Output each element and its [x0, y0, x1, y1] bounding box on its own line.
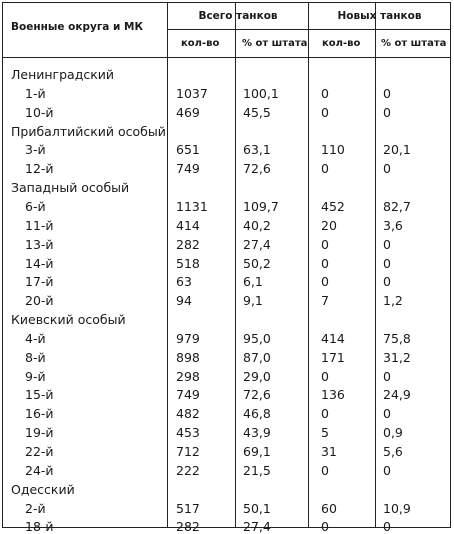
total-count-cell: 282 [176, 519, 200, 534]
total-pct-cell: 63,1 [243, 142, 271, 158]
new-count-cell: 7 [321, 293, 329, 309]
corps-cell: 3-й [25, 142, 46, 158]
total-pct-cell: 72,6 [243, 387, 271, 403]
total-pct-cell: 46,8 [243, 406, 271, 422]
corps-cell: 11-й [25, 217, 54, 233]
tank-table [2, 2, 451, 534]
total-pct-cell: 50,1 [243, 500, 271, 516]
header-region-col: Военные округа и МК [11, 21, 144, 33]
total-count-cell: 298 [176, 368, 200, 384]
corps-cell: 15-й [25, 387, 54, 403]
new-count-cell: 0 [321, 368, 329, 384]
total-pct-cell: 40,2 [243, 217, 271, 233]
new-count-cell: 31 [321, 444, 337, 459]
new-pct-cell: 3,6 [383, 217, 403, 233]
new-pct-cell: 0 [383, 274, 391, 290]
corps-cell: 22-й [25, 444, 54, 459]
new-pct-cell: 0 [383, 255, 391, 271]
new-count-cell: 20 [321, 217, 337, 233]
corps-cell: 6-й [25, 198, 46, 214]
new-count-cell: 0 [321, 161, 329, 177]
district-label: Прибалтийский особый [11, 123, 166, 139]
total-pct-cell: 100,1 [243, 85, 279, 101]
total-pct-cell: 43,9 [243, 425, 271, 441]
total-pct-cell: 69,1 [243, 444, 271, 459]
total-count-cell: 453 [176, 425, 200, 441]
subheader-total-count: кол-во [181, 38, 220, 49]
corps-cell: 17-й [25, 274, 54, 290]
subheader-total-pct: % от штата [242, 38, 308, 49]
district-label: Одесский [11, 481, 75, 497]
corps-cell: 19-й [25, 425, 54, 441]
total-pct-cell: 109,7 [243, 198, 279, 214]
new-count-cell: 0 [321, 255, 329, 271]
district-label: Киевский особый [11, 312, 126, 328]
column-divider [167, 3, 168, 527]
column-divider [235, 3, 236, 527]
total-pct-cell: 72,6 [243, 161, 271, 177]
new-pct-cell: 5,6 [383, 444, 403, 459]
column-divider [375, 3, 376, 527]
total-count-cell: 518 [176, 255, 200, 271]
total-count-cell: 749 [176, 387, 200, 403]
total-pct-cell: 29,0 [243, 368, 271, 384]
corps-cell: 1-й [25, 85, 46, 101]
total-count-cell: 63 [176, 274, 192, 290]
corps-cell: 24-й [25, 462, 54, 478]
total-pct-cell: 6,1 [243, 274, 263, 290]
new-count-cell: 60 [321, 500, 337, 516]
corps-cell: 2-й [25, 500, 46, 516]
total-count-cell: 414 [176, 217, 200, 233]
total-pct-cell: 9,1 [243, 293, 263, 309]
corps-cell: 12-й [25, 161, 54, 177]
new-pct-cell: 24,9 [383, 387, 411, 403]
corps-cell: 16-й [25, 406, 54, 422]
corps-cell: 4-й [25, 330, 46, 346]
total-pct-cell: 95,0 [243, 330, 271, 346]
new-pct-cell: 20,1 [383, 142, 411, 158]
header-bottom-rule [3, 57, 450, 58]
corps-cell: 18-й [25, 519, 54, 534]
new-pct-cell: 0 [383, 462, 391, 478]
total-count-cell: 482 [176, 406, 200, 422]
column-divider [308, 3, 309, 527]
total-pct-cell: 87,0 [243, 349, 271, 365]
new-count-cell: 0 [321, 462, 329, 478]
total-count-cell: 222 [176, 462, 200, 478]
new-pct-cell: 75,8 [383, 330, 411, 346]
new-count-cell: 0 [321, 519, 329, 534]
new-count-cell: 0 [321, 274, 329, 290]
new-pct-cell: 1,2 [383, 293, 403, 309]
total-pct-cell: 21,5 [243, 462, 271, 478]
total-count-cell: 979 [176, 330, 200, 346]
total-count-cell: 651 [176, 142, 200, 158]
new-pct-cell: 82,7 [383, 198, 411, 214]
subheader-new-pct: % от штата [381, 38, 447, 49]
new-pct-cell: 0 [383, 85, 391, 101]
new-pct-cell: 0,9 [383, 425, 403, 441]
district-label: Западный особый [11, 180, 130, 196]
corps-cell: 20-й [25, 293, 54, 309]
header-new-tanks: Новых танков [337, 10, 422, 22]
total-count-cell: 898 [176, 349, 200, 365]
corps-cell: 10-й [25, 104, 54, 120]
header-total-tanks: Всего танков [198, 10, 278, 22]
total-pct-cell: 50,2 [243, 255, 271, 271]
subheader-new-count: кол-во [322, 38, 361, 49]
header-divider [167, 29, 450, 30]
new-count-cell: 0 [321, 85, 329, 101]
new-pct-cell: 31,2 [383, 349, 411, 365]
corps-cell: 13-й [25, 236, 54, 252]
new-count-cell: 5 [321, 425, 329, 441]
corps-cell: 14-й [25, 255, 54, 271]
total-count-cell: 517 [176, 500, 200, 516]
total-count-cell: 712 [176, 444, 200, 459]
new-pct-cell: 0 [383, 236, 391, 252]
total-pct-cell: 27,4 [243, 519, 271, 534]
new-pct-cell: 0 [383, 406, 391, 422]
total-count-cell: 469 [176, 104, 200, 120]
new-count-cell: 136 [321, 387, 345, 403]
new-pct-cell: 0 [383, 368, 391, 384]
new-count-cell: 0 [321, 236, 329, 252]
new-pct-cell: 0 [383, 161, 391, 177]
district-label: Ленинградский [11, 67, 115, 82]
corps-cell: 8-й [25, 349, 46, 365]
new-count-cell: 0 [321, 104, 329, 120]
total-count-cell: 749 [176, 161, 200, 177]
new-count-cell: 171 [321, 349, 345, 365]
total-count-cell: 1131 [176, 198, 208, 214]
total-count-cell: 282 [176, 236, 200, 252]
new-pct-cell: 0 [383, 519, 391, 534]
total-pct-cell: 45,5 [243, 104, 271, 120]
total-pct-cell: 27,4 [243, 236, 271, 252]
corps-cell: 9-й [25, 368, 46, 384]
new-count-cell: 452 [321, 198, 345, 214]
total-count-cell: 1037 [176, 85, 208, 101]
new-count-cell: 110 [321, 142, 345, 158]
new-pct-cell: 10,9 [383, 500, 411, 516]
new-pct-cell: 0 [383, 104, 391, 120]
total-count-cell: 94 [176, 293, 192, 309]
new-count-cell: 0 [321, 406, 329, 422]
new-count-cell: 414 [321, 330, 345, 346]
